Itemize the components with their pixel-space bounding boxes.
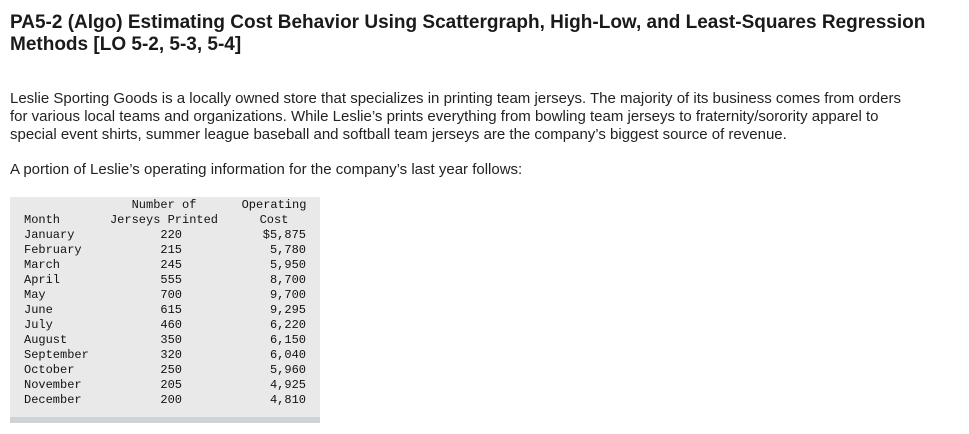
jerseys-cell: 200 [160, 393, 182, 407]
table-row [10, 228, 320, 243]
cost-cell: 5,780 [269, 243, 306, 257]
month-cell: September [24, 348, 89, 362]
table-row [10, 303, 320, 318]
cost-cell: 4,925 [269, 378, 306, 392]
month-cell: August [24, 333, 68, 347]
table-row [10, 363, 320, 378]
month-cell: May [24, 288, 46, 302]
table-row [10, 288, 320, 303]
cost-cell: 4,810 [269, 393, 306, 407]
table-row [10, 378, 320, 393]
jerseys-cell: 245 [160, 258, 182, 272]
table-body [10, 228, 320, 408]
month-cell: December [24, 393, 82, 407]
problem-description [10, 90, 960, 144]
cost-cell: 9,700 [269, 288, 306, 302]
jerseys-cell: 555 [160, 273, 182, 287]
operating-data-table [10, 197, 320, 423]
cost-cell: 5,960 [269, 363, 306, 377]
jerseys-cell: 320 [160, 348, 182, 362]
title-line-2: Methods [LO 5-2, 5-3, 5-4] [10, 34, 242, 55]
cost-cell: 6,040 [269, 348, 306, 362]
jerseys-cell: 220 [160, 228, 182, 242]
month-cell: July [24, 318, 53, 332]
table-row [10, 333, 320, 348]
jerseys-cell: 700 [160, 288, 182, 302]
jerseys-cell: 215 [160, 243, 182, 257]
table-row [10, 318, 320, 333]
header-month: Month [24, 213, 61, 227]
cost-cell: 9,295 [269, 303, 306, 317]
problem-title [10, 12, 950, 56]
month-cell: June [24, 303, 53, 317]
jerseys-cell: 615 [160, 303, 182, 317]
jerseys-cell: 250 [160, 363, 182, 377]
table-bottom-bar [10, 417, 320, 423]
month-cell: November [24, 378, 82, 392]
header-cost-line2: Cost [259, 213, 289, 227]
table-intro: A portion of Leslie’s operating information for the company’s last year follows: [10, 161, 523, 178]
month-cell: February [24, 243, 82, 257]
jerseys-cell: 350 [160, 333, 182, 347]
table-row [10, 348, 320, 363]
cost-cell: 6,220 [269, 318, 306, 332]
month-cell: October [24, 363, 75, 377]
cost-cell: $5,875 [262, 228, 306, 242]
description-line-3: special event shirts, summer league baseball and softball team jerseys are the company’s biggest source of revenue. [10, 126, 787, 143]
jerseys-cell: 460 [160, 318, 182, 332]
table-row [10, 258, 320, 273]
cost-cell: 5,950 [269, 258, 306, 272]
header-jerseys-line2: Jerseys Printed [109, 213, 219, 227]
header-cost-line1: Operating [241, 198, 307, 212]
table-row [10, 273, 320, 288]
description-line-2: for various local teams and organizations. While Leslie’s prints everything from bowling team jerseys to fraternity/sorority apparel to [10, 108, 879, 125]
cost-cell: 6,150 [269, 333, 306, 347]
month-cell: January [24, 228, 75, 242]
header-jerseys-line1: Number of [131, 198, 197, 212]
month-cell: April [24, 273, 61, 287]
title-line-1: PA5-2 (Algo) Estimating Cost Behavior Using Scattergraph, High-Low, and Least-Squares Regression [10, 12, 926, 33]
table-row [10, 393, 320, 408]
month-cell: March [24, 258, 61, 272]
cost-cell: 8,700 [269, 273, 306, 287]
description-line-1: Leslie Sporting Goods is a locally owned store that specializes in printing team jerseys. The majority of its business comes from orders [10, 90, 901, 107]
jerseys-cell: 205 [160, 378, 182, 392]
table-row [10, 243, 320, 258]
